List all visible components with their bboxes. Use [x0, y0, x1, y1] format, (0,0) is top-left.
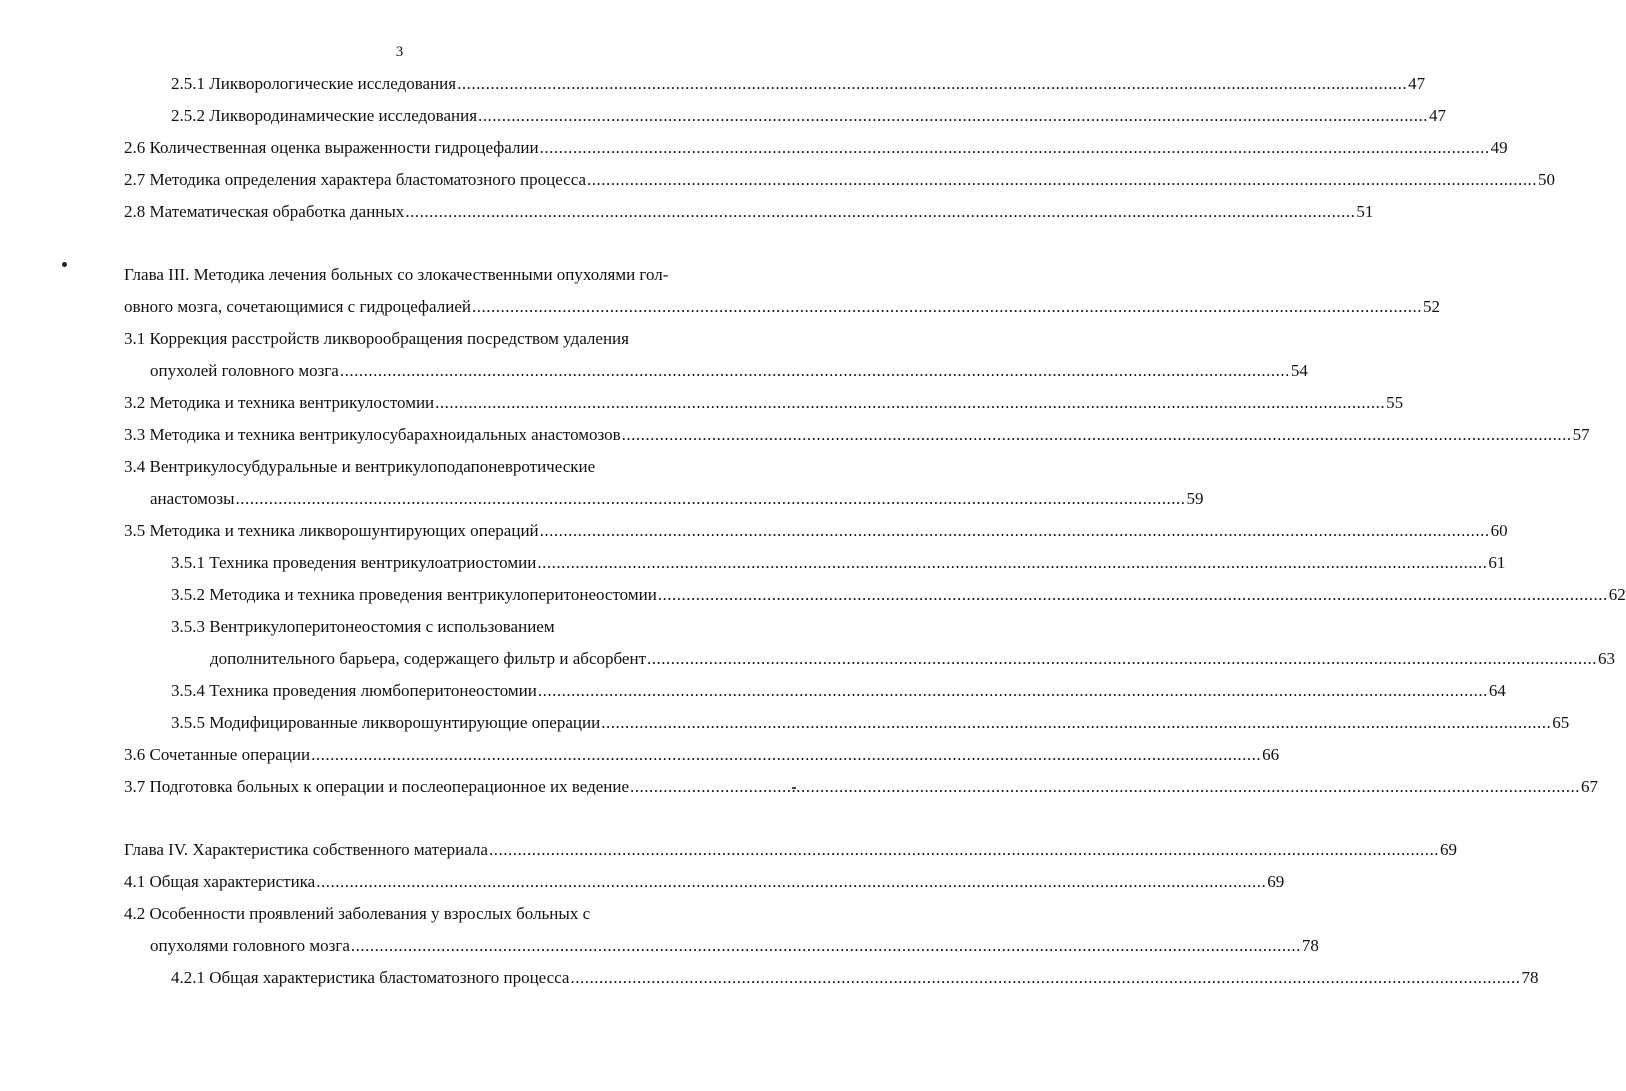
toc-entry-page: 59 — [1186, 489, 1204, 508]
toc-leader: ........................................................................................................................................................................................................ — [537, 553, 1488, 572]
toc-leader: ........................................................................................................................................................................................................ — [539, 138, 1490, 157]
toc-entry[interactable] — [124, 422, 1590, 448]
toc-entry-title: 4.1 Общая характеристика — [124, 872, 316, 891]
toc-entry-page: 63 — [1598, 649, 1615, 668]
toc-entry-page: 78 — [1521, 968, 1539, 987]
toc-entry-page: 61 — [1488, 553, 1506, 572]
toc-entry-title: 2.8 Математическая обработка данных — [124, 202, 405, 221]
toc-entry-title: 2.5.1 Ликворологические исследования — [171, 74, 457, 93]
toc-leader: ........................................................................................................................................................................................................ — [539, 521, 1490, 540]
toc-entry[interactable] — [210, 646, 1615, 672]
toc-entry[interactable] — [124, 199, 1374, 225]
toc-entry-page: 49 — [1490, 138, 1508, 157]
toc-entry-page: 55 — [1386, 393, 1404, 412]
toc-entry-title-line1[interactable]: Глава III. Методика лечения больных со злокачественными опухолями гол- — [124, 265, 669, 284]
toc-entry[interactable] — [124, 518, 1508, 544]
toc-entry[interactable] — [124, 135, 1508, 161]
toc-leader: ........................................................................................................................................................................................................ — [570, 968, 1521, 987]
toc-entry[interactable] — [171, 71, 1426, 97]
toc-entry-title: 3.5.1 Техника проведения вентрикулоатриостомии — [171, 553, 537, 572]
toc-entry-title: 3.5.5 Модифицированные ликворошунтирующие операции — [171, 713, 601, 732]
toc-entry[interactable] — [124, 294, 1440, 320]
toc-entry-title-line1[interactable]: 3.5.3 Вентрикулоперитонеостомия с использованием — [171, 617, 555, 636]
toc-leader: ........................................................................................................................................................................................................ — [537, 681, 1488, 700]
toc-entry-page: 65 — [1552, 713, 1570, 732]
toc-entry[interactable] — [171, 678, 1506, 704]
toc-entry[interactable] — [124, 774, 1599, 800]
toc-entry-title: 3.2 Методика и техника вентрикулостомии — [124, 393, 435, 412]
toc-entry-page: 67 — [1581, 777, 1599, 796]
toc-entry-title: 3.5.2 Методика и техника проведения вентрикулоперитонеостомии — [171, 585, 657, 604]
toc-entry-title: 4.2.1 Общая характеристика бластоматозного процесса — [171, 968, 570, 987]
toc-entry[interactable] — [150, 933, 1319, 959]
toc-leader: ........................................................................................................................................................................................................ — [350, 936, 1301, 955]
toc-leader: ........................................................................................................................................................................................................ — [621, 425, 1572, 444]
toc-entry-page: 69 — [1267, 872, 1285, 891]
toc-entry[interactable] — [171, 582, 1626, 608]
toc-entry-title: овного мозга, сочетающимися с гидроцефалией — [124, 297, 471, 316]
page-number: 3 — [395, 44, 404, 60]
toc-leader: ........................................................................................................................................................................................................ — [435, 393, 1386, 412]
toc-entry-title: опухолями головного мозга — [150, 936, 350, 955]
toc-entry[interactable] — [171, 710, 1570, 736]
toc-leader: ........................................................................................................................................................................................................ — [235, 489, 1186, 508]
toc-entry[interactable] — [124, 837, 1457, 863]
toc-entry[interactable] — [150, 358, 1308, 384]
toc-entry[interactable] — [124, 167, 1556, 193]
toc-entry[interactable] — [171, 965, 1539, 991]
toc-entry-title: 3.7 Подготовка больных к операции и послеоперационное их ведение — [124, 777, 630, 796]
toc-leader: ........................................................................................................................................................................................................ — [657, 585, 1608, 604]
toc-leader: ........................................................................................................................................................................................................ — [339, 361, 1290, 380]
toc-entry-title: 2.6 Количественная оценка выраженности гидроцефалии — [124, 138, 539, 157]
toc-entry-title-line1[interactable]: 3.4 Вентрикулосубдуральные и вентрикулоподапоневротические — [124, 457, 596, 476]
toc-entry-page: 66 — [1262, 745, 1280, 764]
toc-leader: ........................................................................................................................................................................................................ — [630, 777, 1581, 796]
toc-entry-title: 2.7 Методика определения характера бластоматозного процесса — [124, 170, 587, 189]
toc-leader: ........................................................................................................................................................................................................ — [647, 649, 1597, 668]
toc-leader: ........................................................................................................................................................................................................ — [478, 106, 1429, 125]
toc-entry-title-line1[interactable]: 3.1 Коррекция расстройств ликворообращения посредством удаления — [124, 329, 629, 348]
toc-leader: ........................................................................................................................................................................................................ — [587, 170, 1538, 189]
toc-entry[interactable] — [124, 869, 1285, 895]
toc-entry[interactable] — [171, 103, 1447, 129]
toc-leader: ........................................................................................................................................................................................................ — [471, 297, 1422, 316]
toc-entry[interactable] — [150, 486, 1204, 512]
toc-entry-title: 3.5 Методика и техника ликворошунтирующих операций — [124, 521, 539, 540]
toc-leader: ........................................................................................................................................................................................................ — [601, 713, 1552, 732]
toc-entry-page: 62 — [1608, 585, 1626, 604]
toc-entry-page: 51 — [1356, 202, 1374, 221]
toc-entry-title: 3.6 Сочетанные операции — [124, 745, 311, 764]
toc-leader: ........................................................................................................................................................................................................ — [488, 840, 1439, 859]
toc-leader: ........................................................................................................................................................................................................ — [311, 745, 1262, 764]
toc-leader: ........................................................................................................................................................................................................ — [316, 872, 1267, 891]
toc-entry-title: 2.5.2 Ликвородинамические исследования — [171, 106, 478, 125]
toc-entry-title: опухолей головного мозга — [150, 361, 339, 380]
toc-entry-title: дополнительного барьера, содержащего фильтр и абсорбент — [210, 649, 646, 668]
toc-entry-page: 54 — [1290, 361, 1308, 380]
scan-mark — [62, 262, 67, 267]
toc-entry-title: анастомозы — [150, 489, 235, 508]
toc-entry-page: 50 — [1538, 170, 1556, 189]
toc-entry-page: 60 — [1490, 521, 1508, 540]
toc-leader: ........................................................................................................................................................................................................ — [405, 202, 1356, 221]
toc-entry-title: 3.5.4 Техника проведения люмбоперитонеостомии — [171, 681, 537, 700]
toc-entry-page: 47 — [1408, 74, 1426, 93]
toc-entry-page: 52 — [1422, 297, 1440, 316]
toc-entry[interactable] — [171, 550, 1506, 576]
toc-leader: ........................................................................................................................................................................................................ — [457, 74, 1408, 93]
toc-entry-page: 64 — [1488, 681, 1506, 700]
toc-entry-page: 57 — [1572, 425, 1590, 444]
toc-entry-page: 78 — [1301, 936, 1319, 955]
toc-entry-title-line1[interactable]: 4.2 Особенности проявлений заболевания у взрослых больных с — [124, 904, 591, 923]
toc-entry[interactable] — [124, 742, 1280, 768]
toc-entry-page: 47 — [1429, 106, 1447, 125]
toc-entry-title: Глава IV. Характеристика собственного материала — [124, 840, 488, 859]
toc-entry[interactable] — [124, 390, 1404, 416]
toc-entry-title: 3.3 Методика и техника вентрикулосубарахноидальных анастомозов — [124, 425, 621, 444]
toc-entry-page: 69 — [1439, 840, 1457, 859]
